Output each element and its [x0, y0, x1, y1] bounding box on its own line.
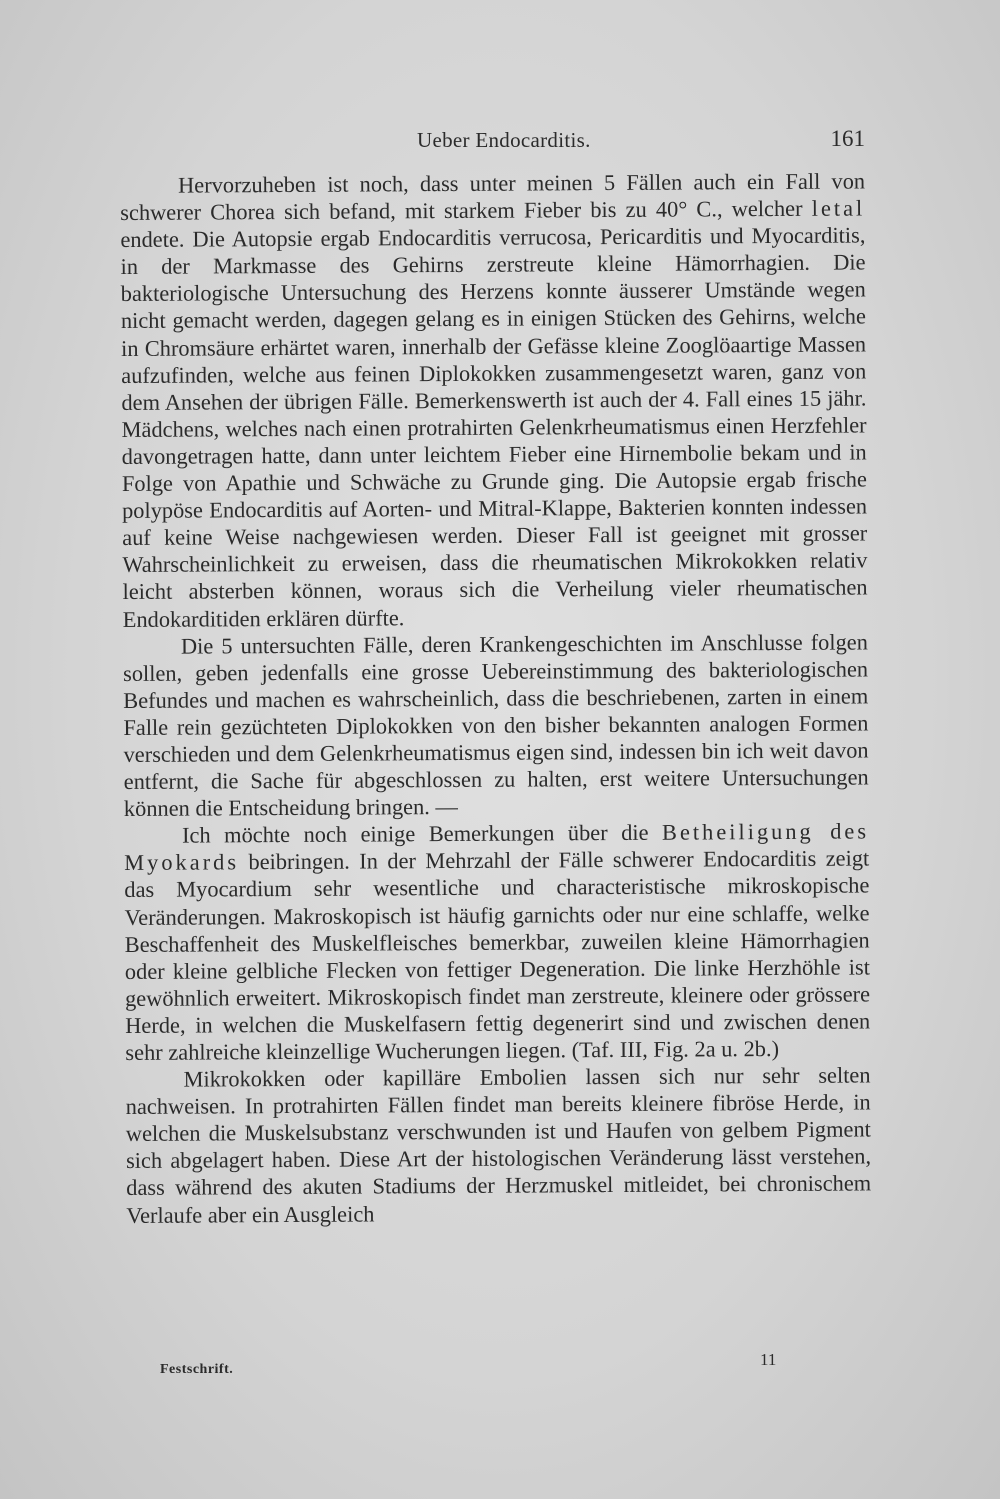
signature-label: Festschrift.	[160, 1362, 234, 1377]
paragraph-1: Hervorzuheben ist noch, dass unter meinen 5 Fällen auch ein Fall von schwerer Chorea sich befand, mit starkem Fieber bis zu 40° C., welcher letal endete. Die Autopsie ergab Endocarditis verrucosa, Pericarditis und Myocarditis, in der Markmasse des Gehirns zerstreute kleine Hämorrhagien. Die bakteriologische Untersuchung des Herzens konnte äusserer Umstände wegen nicht gemacht werden, dagegen gelang es in einigen Stücken des Gehirns, welche in Chromsäure erhärtet waren, innerhalb der Gefässe kleine Zooglöaartige Massen aufzufinden, welche aus feinen Diplokokken zusammengesetzt waren, ganz von dem Ansehen der übrigen Fälle. Bemerkenswerth ist auch der 4. Fall eines 15 jähr. Mädchens, welches nach einen protrahirten Gelenkrheumatismus einen Herzfehler davongetragen hatte, dann unter leichtem Fieber eine Hirnembolie bekam und in Folge von Apathie und Schwäche zu Grunde ging. Die Autopsie ergab frische polypöse Endocarditis auf Aorten- und Mitral-Klappe, Bakterien konnten indessen auf keine Weise nachgewiesen werden. Dieser Fall ist geeignet mit grosser Wahrscheinlichkeit zu erweisen, dass die rheumatischen Mikrokokken relativ leicht absterben können, woraus sich die Verheilung vieler rheumatischen Endokarditiden erklären dürfte.	[120, 168, 868, 632]
paragraph-4: Mikrokokken oder kapilläre Embolien lassen sich nur sehr selten nachweisen. In protrahirten Fällen findet man bereits kleinere fibröse Herde, in welchen die Muskelsubstanz verschwunden ist und Haufen von gelbem Pigment sich abgelagert haben. Diese Art der histologischen Veränderung lässt verstehen, dass während des akuten Stadiums der Herzmuskel mitleidet, bei chronischem Verlaufe aber ein Ausgleich	[125, 1062, 872, 1228]
page-header	[120, 128, 865, 164]
paragraph-2: Die 5 untersuchten Fälle, deren Krankengeschichten im Anschlusse folgen sollen, geben jedenfalls eine grosse Uebereinstimmung des bakteriologischen Befundes und machen es wahrscheinlich, dass die beschriebenen, zarten in einem Falle rein gezüchteten Diplokokken von den bisher bekannten analogen Formen verschieden und dem Gelenkrheumatismus eigen sind, indessen bin ich weit davon entfernt, die Sache für abgeschlossen zu halten, erst weitere Untersuchungen können die Entscheidung bringen. —	[122, 629, 869, 822]
paragraph-3: Ich möchte noch einige Bemerkungen über die Betheiligung des Myokards beibringen. In der Mehrzahl der Fälle schwerer Endocarditis zeigt das Myocardium sehr wesentliche und characteristische mikroskopische Veränderungen. Makroskopisch ist häufig garnichts oder nur eine schlaffe, welke Beschaffenheit des Muskelfleisches bemerkbar, zuweilen kleine Hämorrhagien oder kleine gelbliche Flecken von fettiger Degeneration. Die linke Herzhöhle ist gewöhnlich erweitert. Mikroskopisch findet man zerstreute, kleinere oder grössere Herde, in welchen die Muskelfasern fettig degenerirt sind und zwischen denen sehr zahlreiche kleinzellige Wucherungen liegen. (Taf. III, Fig. 2a u. 2b.)	[124, 818, 871, 1065]
running-title: Ueber Endocarditis.	[417, 128, 591, 152]
signature-mark: 11	[760, 1350, 777, 1369]
body-text	[120, 167, 871, 1228]
page-number: 161	[830, 126, 865, 151]
emphasis-letal: letal	[811, 195, 866, 221]
emphasis-myokard: Betheiligung des Myokards	[124, 818, 870, 876]
page-footer	[160, 1350, 800, 1392]
